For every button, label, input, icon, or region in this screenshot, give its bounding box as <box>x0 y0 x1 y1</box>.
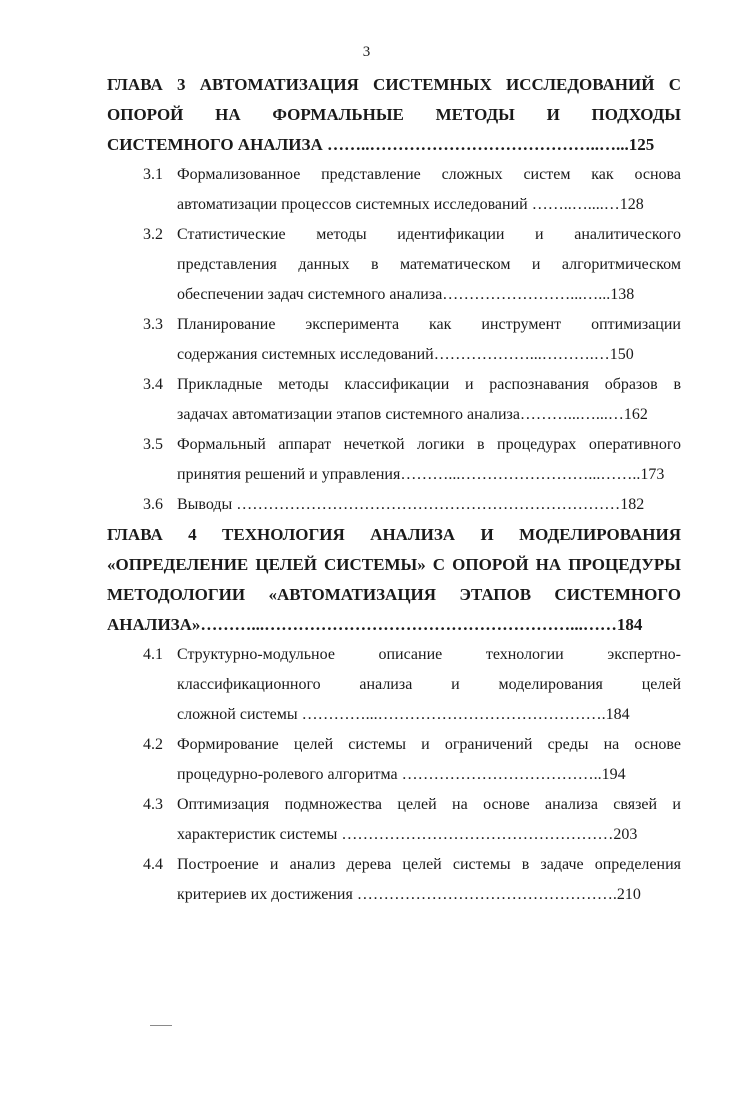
section-number: 3.6 <box>143 496 163 513</box>
section-title-line: процедурно-ролевого алгоритма ………………………………..194 <box>177 766 626 783</box>
section-title-line: критериев их достижения ………………………………………….210 <box>177 886 641 903</box>
toc-entry-3-2 <box>107 220 681 310</box>
section-title-line: представления данных в математическом и алгоритмическом <box>177 256 681 273</box>
chapter-4-title-line-1: ГЛАВА 4 ТЕХНОЛОГИЯ АНАЛИЗА И МОДЕЛИРОВАНИЯ <box>107 525 681 544</box>
toc-entry-4-4 <box>107 850 681 910</box>
section-title-line: характеристик системы ……………………………………………203 <box>177 826 638 843</box>
page-number: 3 <box>362 44 371 60</box>
section-number: 4.1 <box>143 646 163 663</box>
chapter-4-heading <box>107 520 681 640</box>
section-title-line: Прикладные методы классификации и распознавания образов в <box>177 376 681 393</box>
section-number: 3.5 <box>143 436 163 453</box>
toc-entry-4-3 <box>107 790 681 850</box>
chapter-4-title-line-3: МЕТОДОЛОГИИ «АВТОМАТИЗАЦИЯ ЭТАПОВ СИСТЕМНОГО <box>107 585 681 604</box>
section-number: 4.3 <box>143 796 163 813</box>
section-title-line: Планирование эксперимента как инструмент оптимизации <box>177 316 681 333</box>
section-title-line: Формирование целей системы и ограничений среды на основе <box>177 736 681 753</box>
section-title-line: задачах автоматизации этапов системного анализа………...…...…162 <box>177 406 648 423</box>
toc-entry-3-5 <box>107 430 681 490</box>
section-title-line: Построение и анализ дерева целей системы в задаче определения <box>177 856 681 873</box>
section-title-line: Статистические методы идентификации и аналитического <box>177 226 681 243</box>
section-title-line: Выводы ………………………………………………………………182 <box>177 496 645 513</box>
chapter-3-title-line-3: СИСТЕМНОГО АНАЛИЗА ……..…………………………………..…...125 <box>107 135 655 154</box>
toc-entry-3-6 <box>107 490 681 520</box>
chapter-4-title-line-2: «ОПРЕДЕЛЕНИЕ ЦЕЛЕЙ СИСТЕМЫ» С ОПОРОЙ НА ПРОЦЕДУРЫ <box>107 555 681 574</box>
section-title-line: содержания системных исследований………………...……….…150 <box>177 346 634 363</box>
chapter-3-title-line-1: ГЛАВА 3 АВТОМАТИЗАЦИЯ СИСТЕМНЫХ ИССЛЕДОВАНИЙ С <box>107 75 681 94</box>
scan-mark <box>150 1025 172 1026</box>
section-title-line: классификационного анализа и моделирования целей <box>177 676 681 693</box>
toc-entry-3-1 <box>107 160 681 220</box>
section-title-line: Формализованное представление сложных систем как основа <box>177 166 681 183</box>
section-number: 4.4 <box>143 856 163 873</box>
table-of-contents <box>107 70 681 910</box>
section-title-line: обеспечении задач системного анализа……………………...…...138 <box>177 286 635 303</box>
chapter-3-title-line-2: ОПОРОЙ НА ФОРМАЛЬНЫЕ МЕТОДЫ И ПОДХОДЫ <box>107 105 681 124</box>
toc-entry-4-2 <box>107 730 681 790</box>
section-title-line: сложной системы …………...…………………………………….184 <box>177 706 630 723</box>
chapter-3-heading <box>107 70 681 160</box>
section-title-line: Структурно-модульное описание технологии экспертно- <box>177 646 681 663</box>
section-title-line: принятия решений и управления………...……………………...……..173 <box>177 466 665 483</box>
section-title-line: Формальный аппарат нечеткой логики в процедурах оперативного <box>177 436 681 453</box>
chapter-4-title-line-4: АНАЛИЗА»………...………………………………………………...……184 <box>107 615 643 634</box>
section-number: 3.1 <box>143 166 163 183</box>
toc-entry-3-4 <box>107 370 681 430</box>
toc-entry-3-3 <box>107 310 681 370</box>
section-title-line: автоматизации процессов системных исследований ……..…....…128 <box>177 196 644 213</box>
section-number: 3.2 <box>143 226 163 243</box>
toc-entry-4-1 <box>107 640 681 730</box>
section-number: 3.4 <box>143 376 163 393</box>
section-number: 3.3 <box>143 316 163 333</box>
section-number: 4.2 <box>143 736 163 753</box>
section-title-line: Оптимизация подмножества целей на основе анализа связей и <box>177 796 681 813</box>
